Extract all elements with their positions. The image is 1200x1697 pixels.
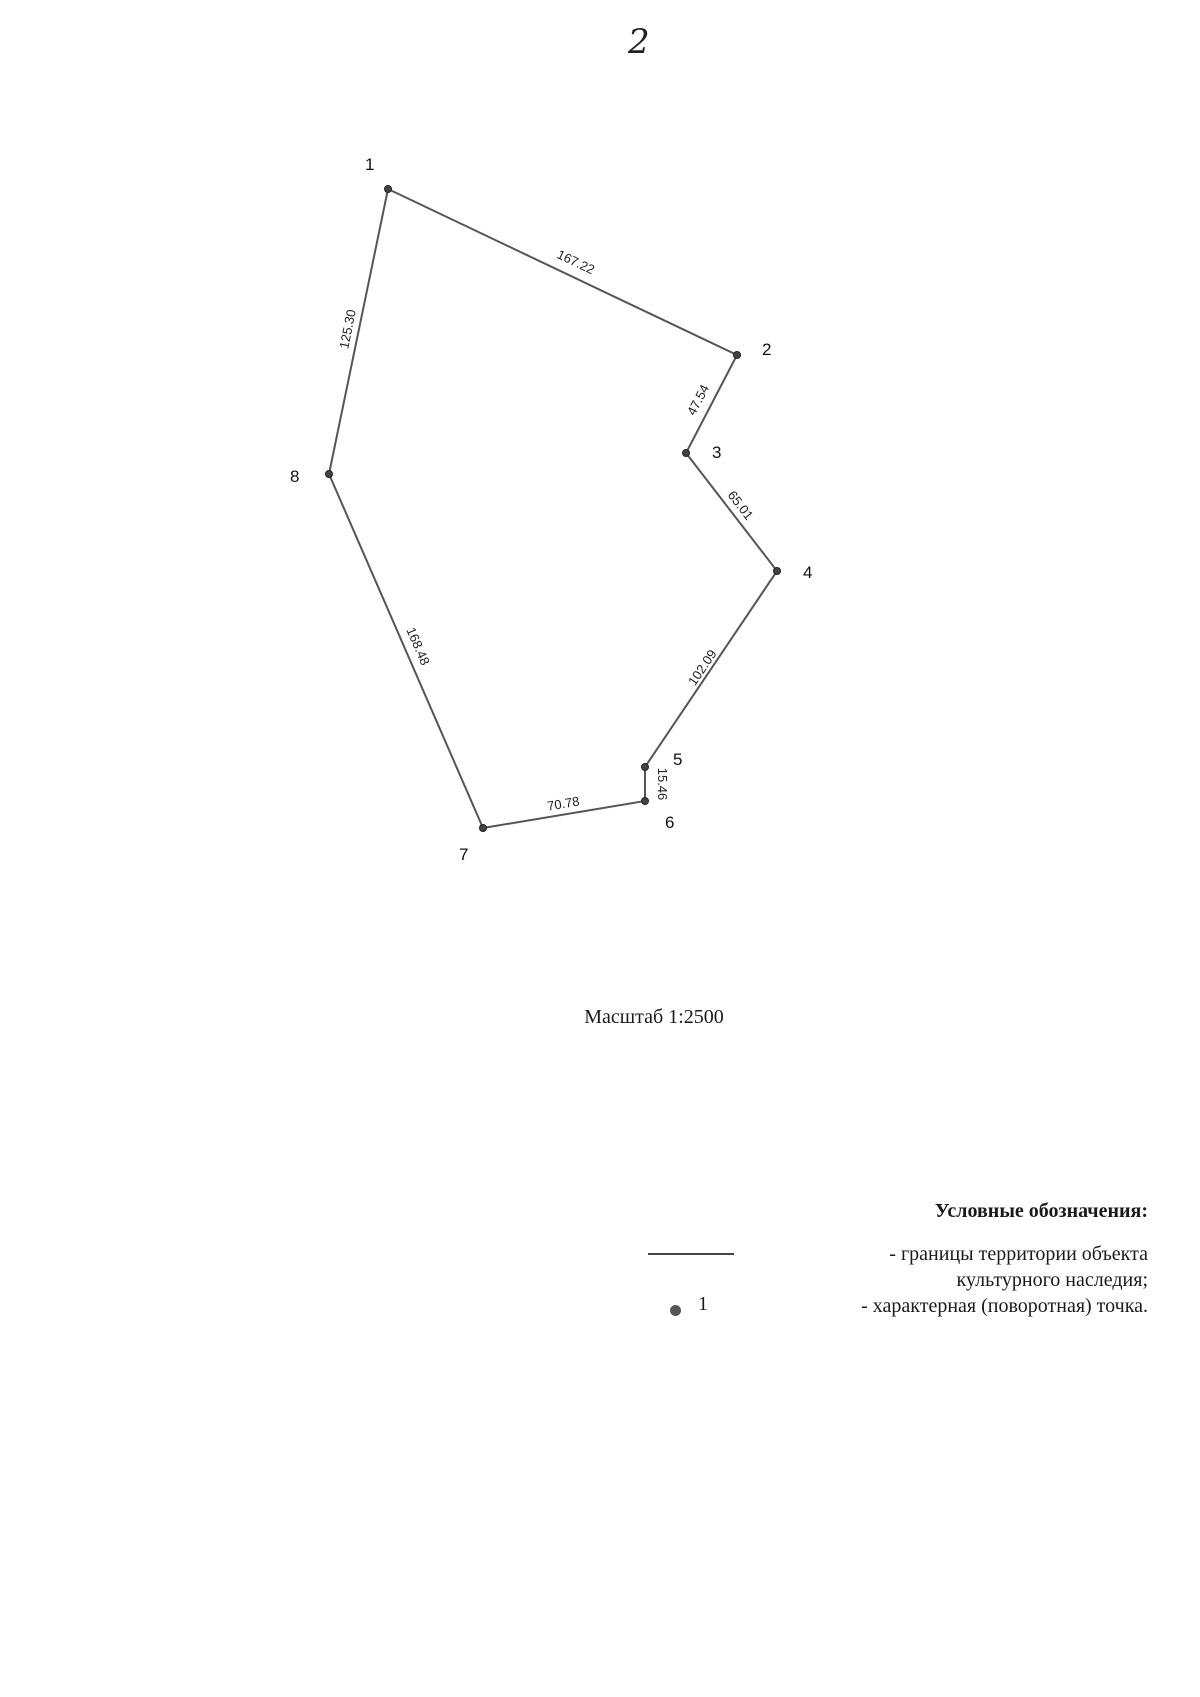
edge-label-7-8: 168.48 <box>403 624 433 668</box>
vertex-1 <box>385 186 392 193</box>
territory-boundary <box>329 189 777 828</box>
vertex-label-8: 8 <box>290 467 300 486</box>
edge-label-3-4: 65.01 <box>724 487 757 523</box>
edge-label-1-2: 167.22 <box>554 246 598 278</box>
legend-line-symbol <box>648 1253 734 1255</box>
vertex-label-7: 7 <box>459 845 469 864</box>
point-marker-icon <box>670 1305 681 1316</box>
legend-row-point <box>628 1293 1148 1319</box>
legend-row-boundary-cont <box>628 1267 1148 1293</box>
edge-label-4-5: 102.09 <box>684 646 720 689</box>
vertex-7 <box>480 825 487 832</box>
legend-title: Условные обозначения: <box>934 1200 1148 1222</box>
edge-label-2-3: 47.54 <box>683 382 713 418</box>
vertex-4 <box>774 568 781 575</box>
edge-label-5-6: 15.46 <box>655 767 670 801</box>
vertex-6 <box>642 798 649 805</box>
vertex-2 <box>734 352 741 359</box>
vertex-label-6: 6 <box>665 813 675 832</box>
vertex-label-2: 2 <box>762 340 772 359</box>
vertex-5 <box>642 764 649 771</box>
edge-label-8-1: 125.30 <box>336 308 359 351</box>
vertex-label-4: 4 <box>803 563 813 582</box>
legend-boundary-text-1: - границы территории объекта <box>889 1243 1148 1265</box>
legend-row-boundary <box>628 1241 1148 1267</box>
vertex-label-3: 3 <box>712 443 722 462</box>
legend-point-text: - характерная (поворотная) точка. <box>861 1295 1148 1317</box>
page-number: 2 <box>628 22 650 62</box>
legend <box>628 1200 1148 1319</box>
vertex-8 <box>326 471 333 478</box>
edge-label-6-7: 70.78 <box>545 793 581 814</box>
legend-boundary-text-2: культурного наследия; <box>956 1269 1148 1291</box>
vertex-label-5: 5 <box>673 750 683 769</box>
scale-caption: Масштаб 1:2500 <box>584 1006 724 1028</box>
vertex-3 <box>683 450 690 457</box>
legend-point-number: 1 <box>698 1293 708 1315</box>
vertex-label-1: 1 <box>365 155 375 174</box>
